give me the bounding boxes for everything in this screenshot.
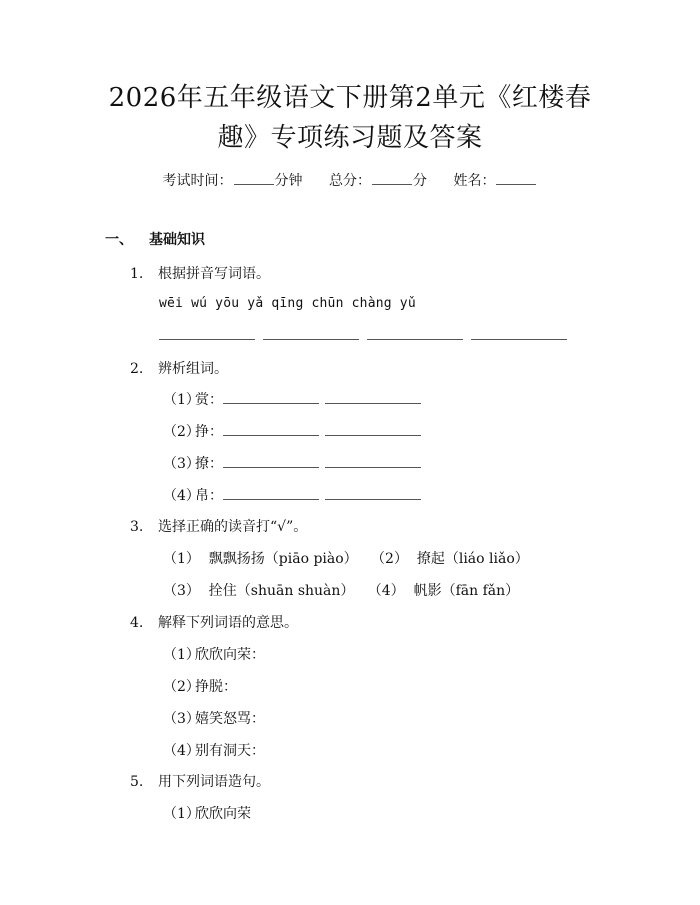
answer-line[interactable] — [325, 423, 421, 436]
q4-item: （1）欣欣向荣： — [163, 647, 265, 663]
question-3: 3. 选择正确的读音打“√”。 — [130, 519, 308, 535]
page-title — [100, 78, 600, 158]
exam-name: 姓名： — [453, 173, 537, 189]
answer-line[interactable] — [367, 327, 463, 340]
answer-line[interactable] — [325, 455, 421, 468]
time-blank[interactable] — [234, 170, 274, 185]
name-blank[interactable] — [496, 170, 536, 185]
title-line-2: 趣》专项练习题及答案 — [217, 123, 483, 153]
q2-item: （1）赏： — [163, 389, 427, 409]
q3-row-2: （3） 拴住（shuān shuàn） （4） 帆影（fān fǎn） — [163, 583, 520, 599]
q4-item: （4）别有洞天： — [163, 743, 265, 759]
q2-item: （3）撩： — [163, 453, 427, 473]
answer-line[interactable] — [325, 391, 421, 404]
exam-time: 考试时间： 分钟 — [163, 173, 303, 189]
q3-row-1: （1） 飘飘扬扬（piāo piào） （2） 撩起（liáo liǎo） — [163, 551, 529, 567]
score-blank[interactable] — [372, 170, 412, 185]
answer-line[interactable] — [263, 327, 359, 340]
q4-item: （2）挣脱： — [163, 679, 237, 695]
answer-line[interactable] — [471, 327, 567, 340]
answer-line[interactable] — [223, 455, 319, 468]
answer-line[interactable] — [223, 391, 319, 404]
q5-item: （1）欣欣向荣 — [163, 806, 251, 822]
answer-line[interactable] — [159, 327, 255, 340]
q4-item: （3）嬉笑怒骂： — [163, 711, 265, 727]
pinyin-prompt: wēi wú yōu yǎ qīng chūn chàng yǔ — [159, 296, 416, 311]
answer-lines — [159, 327, 575, 344]
question-1: 1. 根据拼音写词语。 — [130, 266, 270, 282]
exam-score: 总分： 分 — [329, 173, 427, 189]
question-4: 4. 解释下列词语的意思。 — [130, 615, 298, 631]
answer-line[interactable] — [223, 423, 319, 436]
question-5: 5. 用下列词语造句。 — [130, 774, 270, 790]
q2-item: （4）帛： — [163, 485, 427, 505]
answer-line[interactable] — [223, 487, 319, 500]
question-2: 2. 辨析组词。 — [130, 361, 228, 377]
q2-item: （2）挣： — [163, 421, 427, 441]
title-line-1: 2026年五年级语文下册第2单元《红楼春 — [108, 83, 592, 113]
section-heading: 一、 基础知识 — [105, 232, 205, 248]
exam-meta — [0, 170, 700, 190]
answer-line[interactable] — [325, 487, 421, 500]
